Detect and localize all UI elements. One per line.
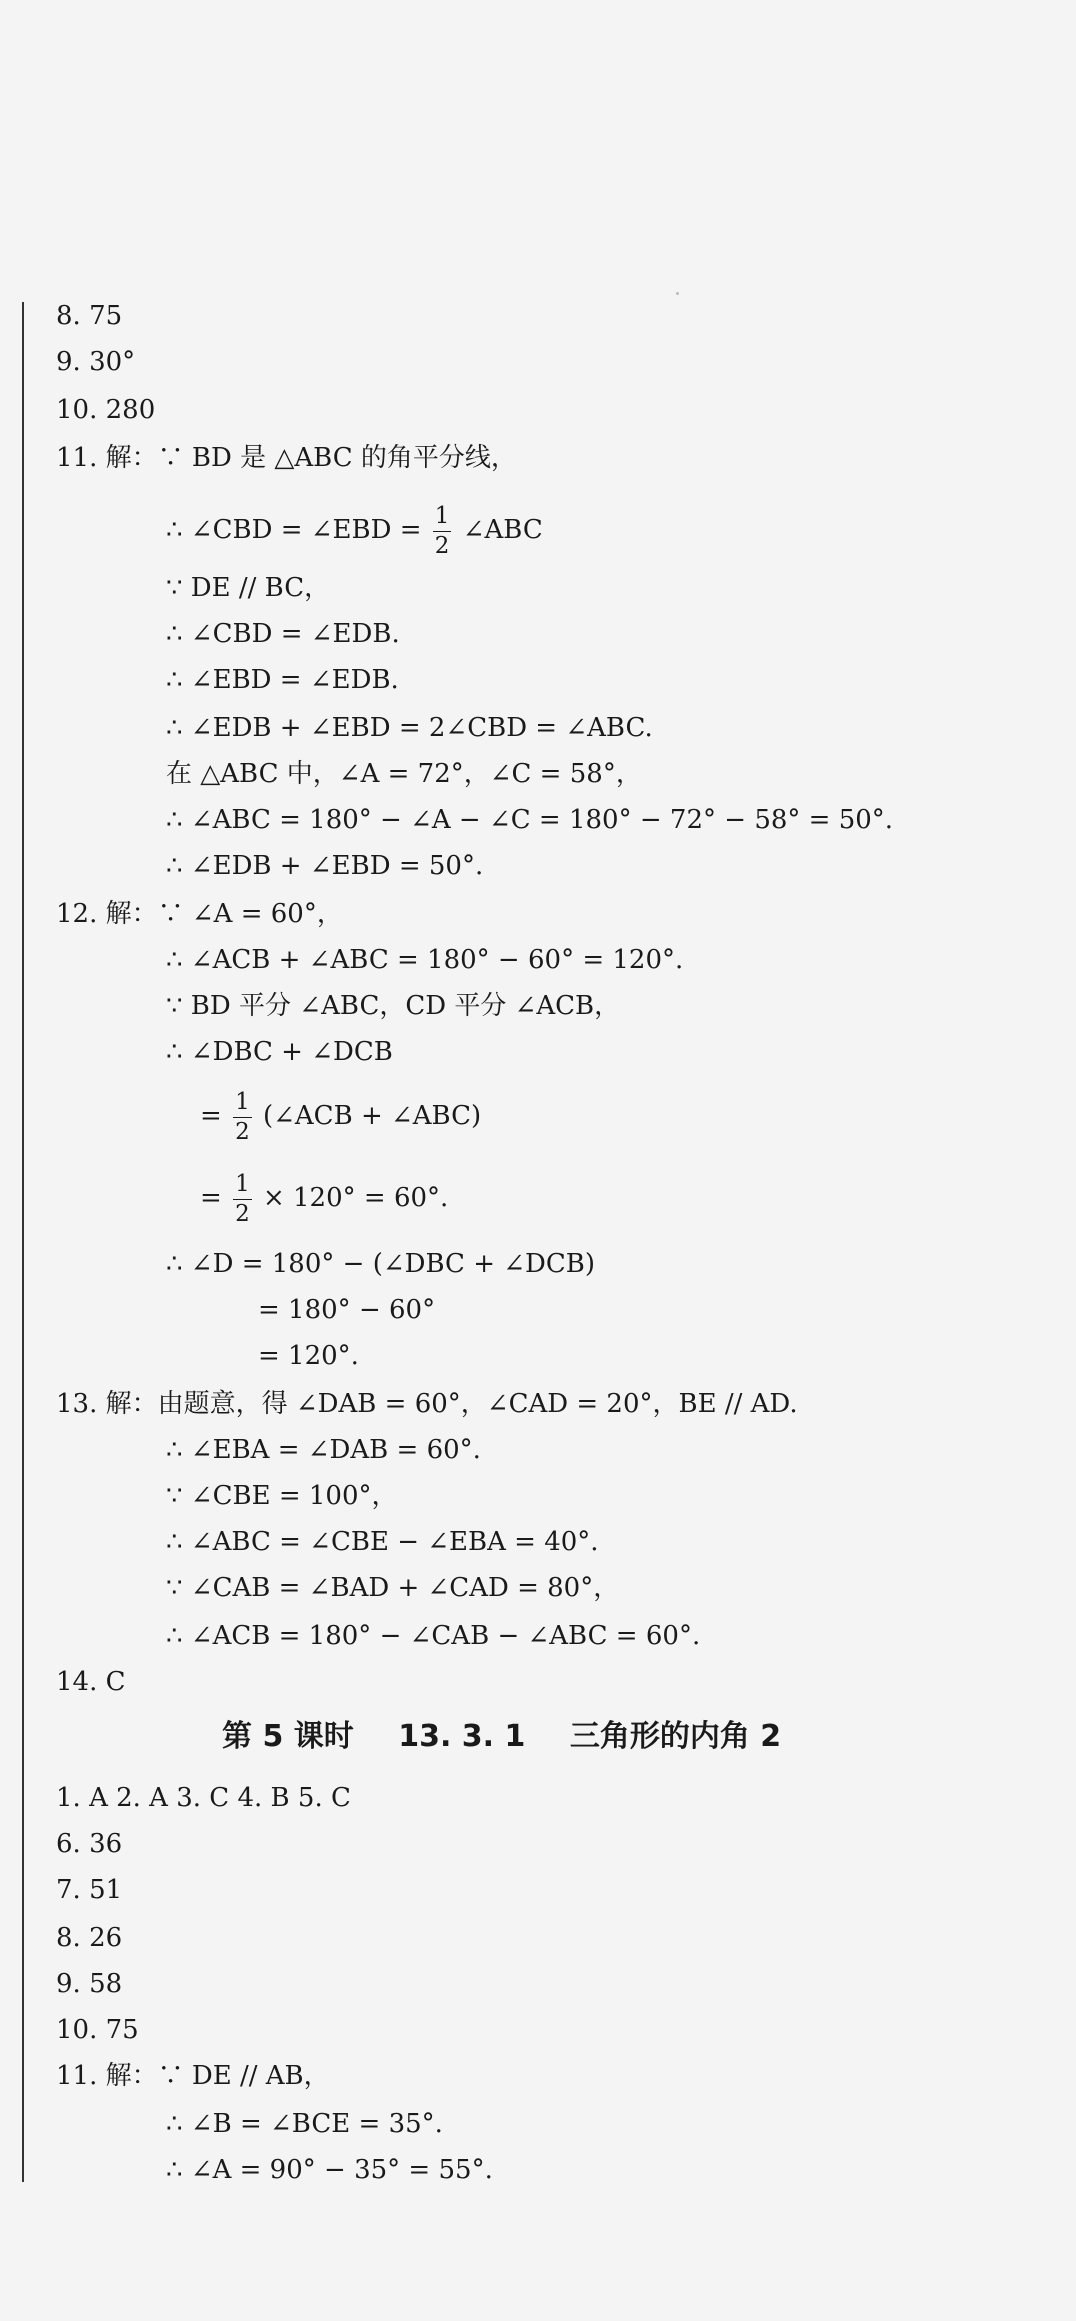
answer-9: 9. 58 — [56, 1969, 123, 1999]
answer-11-step: ∴ ∠CBD = ∠EDB. — [166, 619, 400, 649]
scan-speck — [676, 292, 679, 295]
fraction-half — [233, 1088, 252, 1145]
expr-right: (∠ACB + ∠ABC) — [262, 1101, 482, 1131]
answer-13-step: ∴ ∠ACB = 180° − ∠CAB − ∠ABC = 60°. — [166, 1621, 701, 1651]
equals-sign: = — [200, 1183, 222, 1213]
answer-11-intro: 11. 解：∵ BD 是 △ABC 的角平分线， — [56, 443, 517, 473]
answer-13-step: ∵ ∠CAB = ∠BAD + ∠CAD = 80°， — [166, 1573, 620, 1603]
answer-12-step: ∵ BD 平分 ∠ABC，CD 平分 ∠ACB， — [166, 991, 621, 1021]
answer-12-step: ∴ ∠DBC + ∠DCB — [166, 1037, 393, 1067]
answer-8: 8. 75 — [56, 301, 123, 331]
answer-11-step: ∴ ∠EDB + ∠EBD = 50°. — [166, 851, 484, 881]
answer-13-step: ∵ ∠CBE = 100°， — [166, 1481, 398, 1511]
fraction-denominator: 2 — [235, 1200, 250, 1227]
answer-11-step: ∴ ∠ABC = 180° − ∠A − ∠C = 180° − 72° − 58° = 50°. — [166, 805, 894, 835]
fraction-half — [433, 502, 452, 559]
answer-13-intro: 13. 解：由题意，得 ∠DAB = 60°，∠CAD = 20°，BE // AD. — [56, 1389, 798, 1419]
section-number: 13. 3. 1 — [398, 1719, 526, 1754]
fraction-denominator: 2 — [434, 532, 450, 559]
section-heading — [222, 1710, 815, 1764]
section-topic: 三角形的内角 2 — [569, 1719, 782, 1754]
answer-10: 10. 75 — [56, 2015, 139, 2045]
answer-11-intro: 11. 解：∵ DE // AB， — [56, 2061, 330, 2091]
answer-11-step: ∴ ∠EBD = ∠EDB. — [166, 665, 399, 695]
expr-right: × 120° = 60°. — [262, 1183, 449, 1213]
answer-13-step: ∴ ∠EBA = ∠DAB = 60°. — [166, 1435, 481, 1465]
expr-right: ∠ABC — [462, 515, 543, 545]
margin-rule — [22, 302, 24, 2182]
answer-13-step: ∴ ∠ABC = ∠CBE − ∠EBA = 40°. — [166, 1527, 599, 1557]
answer-11-step: ∴ ∠B = ∠BCE = 35°. — [166, 2109, 443, 2139]
answer-12-step: = 180° − 60° — [258, 1295, 436, 1325]
fraction-numerator: 1 — [233, 1173, 252, 1200]
answer-10: 10. 280 — [56, 395, 156, 425]
answer-11-step: ∴ ∠EDB + ∠EBD = 2∠CBD = ∠ABC. — [166, 713, 653, 743]
answers-1-5: 1. A 2. A 3. C 4. B 5. C — [56, 1783, 351, 1813]
answer-7: 7. 51 — [56, 1875, 123, 1905]
answer-12-step: ∴ ∠D = 180° − (∠DBC + ∠DCB) — [166, 1249, 596, 1279]
fraction-numerator: 1 — [433, 505, 452, 532]
answer-9: 9. 30° — [56, 347, 136, 377]
fraction-half — [233, 1170, 252, 1227]
answer-11-step-fraction — [166, 498, 543, 562]
answer-11-step: ∵ DE // BC， — [166, 573, 331, 603]
fraction-denominator: 2 — [235, 1118, 250, 1145]
answer-12-intro: 12. 解：∵ ∠A = 60°， — [56, 899, 343, 929]
answer-8: 8. 26 — [56, 1923, 123, 1953]
equals-sign: = — [200, 1101, 222, 1131]
answer-6: 6. 36 — [56, 1829, 123, 1859]
answer-12-step-fraction — [200, 1166, 448, 1230]
answer-11-step: ∴ ∠A = 90° − 35° = 55°. — [166, 2155, 493, 2185]
lesson-label: 第 5 课时 — [222, 1719, 354, 1754]
answer-11-step: 在 △ABC 中，∠A = 72°，∠C = 58°， — [166, 759, 642, 789]
answer-12-step: ∴ ∠ACB + ∠ABC = 180° − 60° = 120°. — [166, 945, 684, 975]
expr-left: ∴ ∠CBD = ∠EBD = — [166, 515, 422, 545]
answer-12-step-fraction — [200, 1084, 481, 1148]
answer-14: 14. C — [56, 1667, 126, 1697]
answer-12-step: = 120°. — [258, 1341, 359, 1371]
fraction-numerator: 1 — [233, 1091, 252, 1118]
